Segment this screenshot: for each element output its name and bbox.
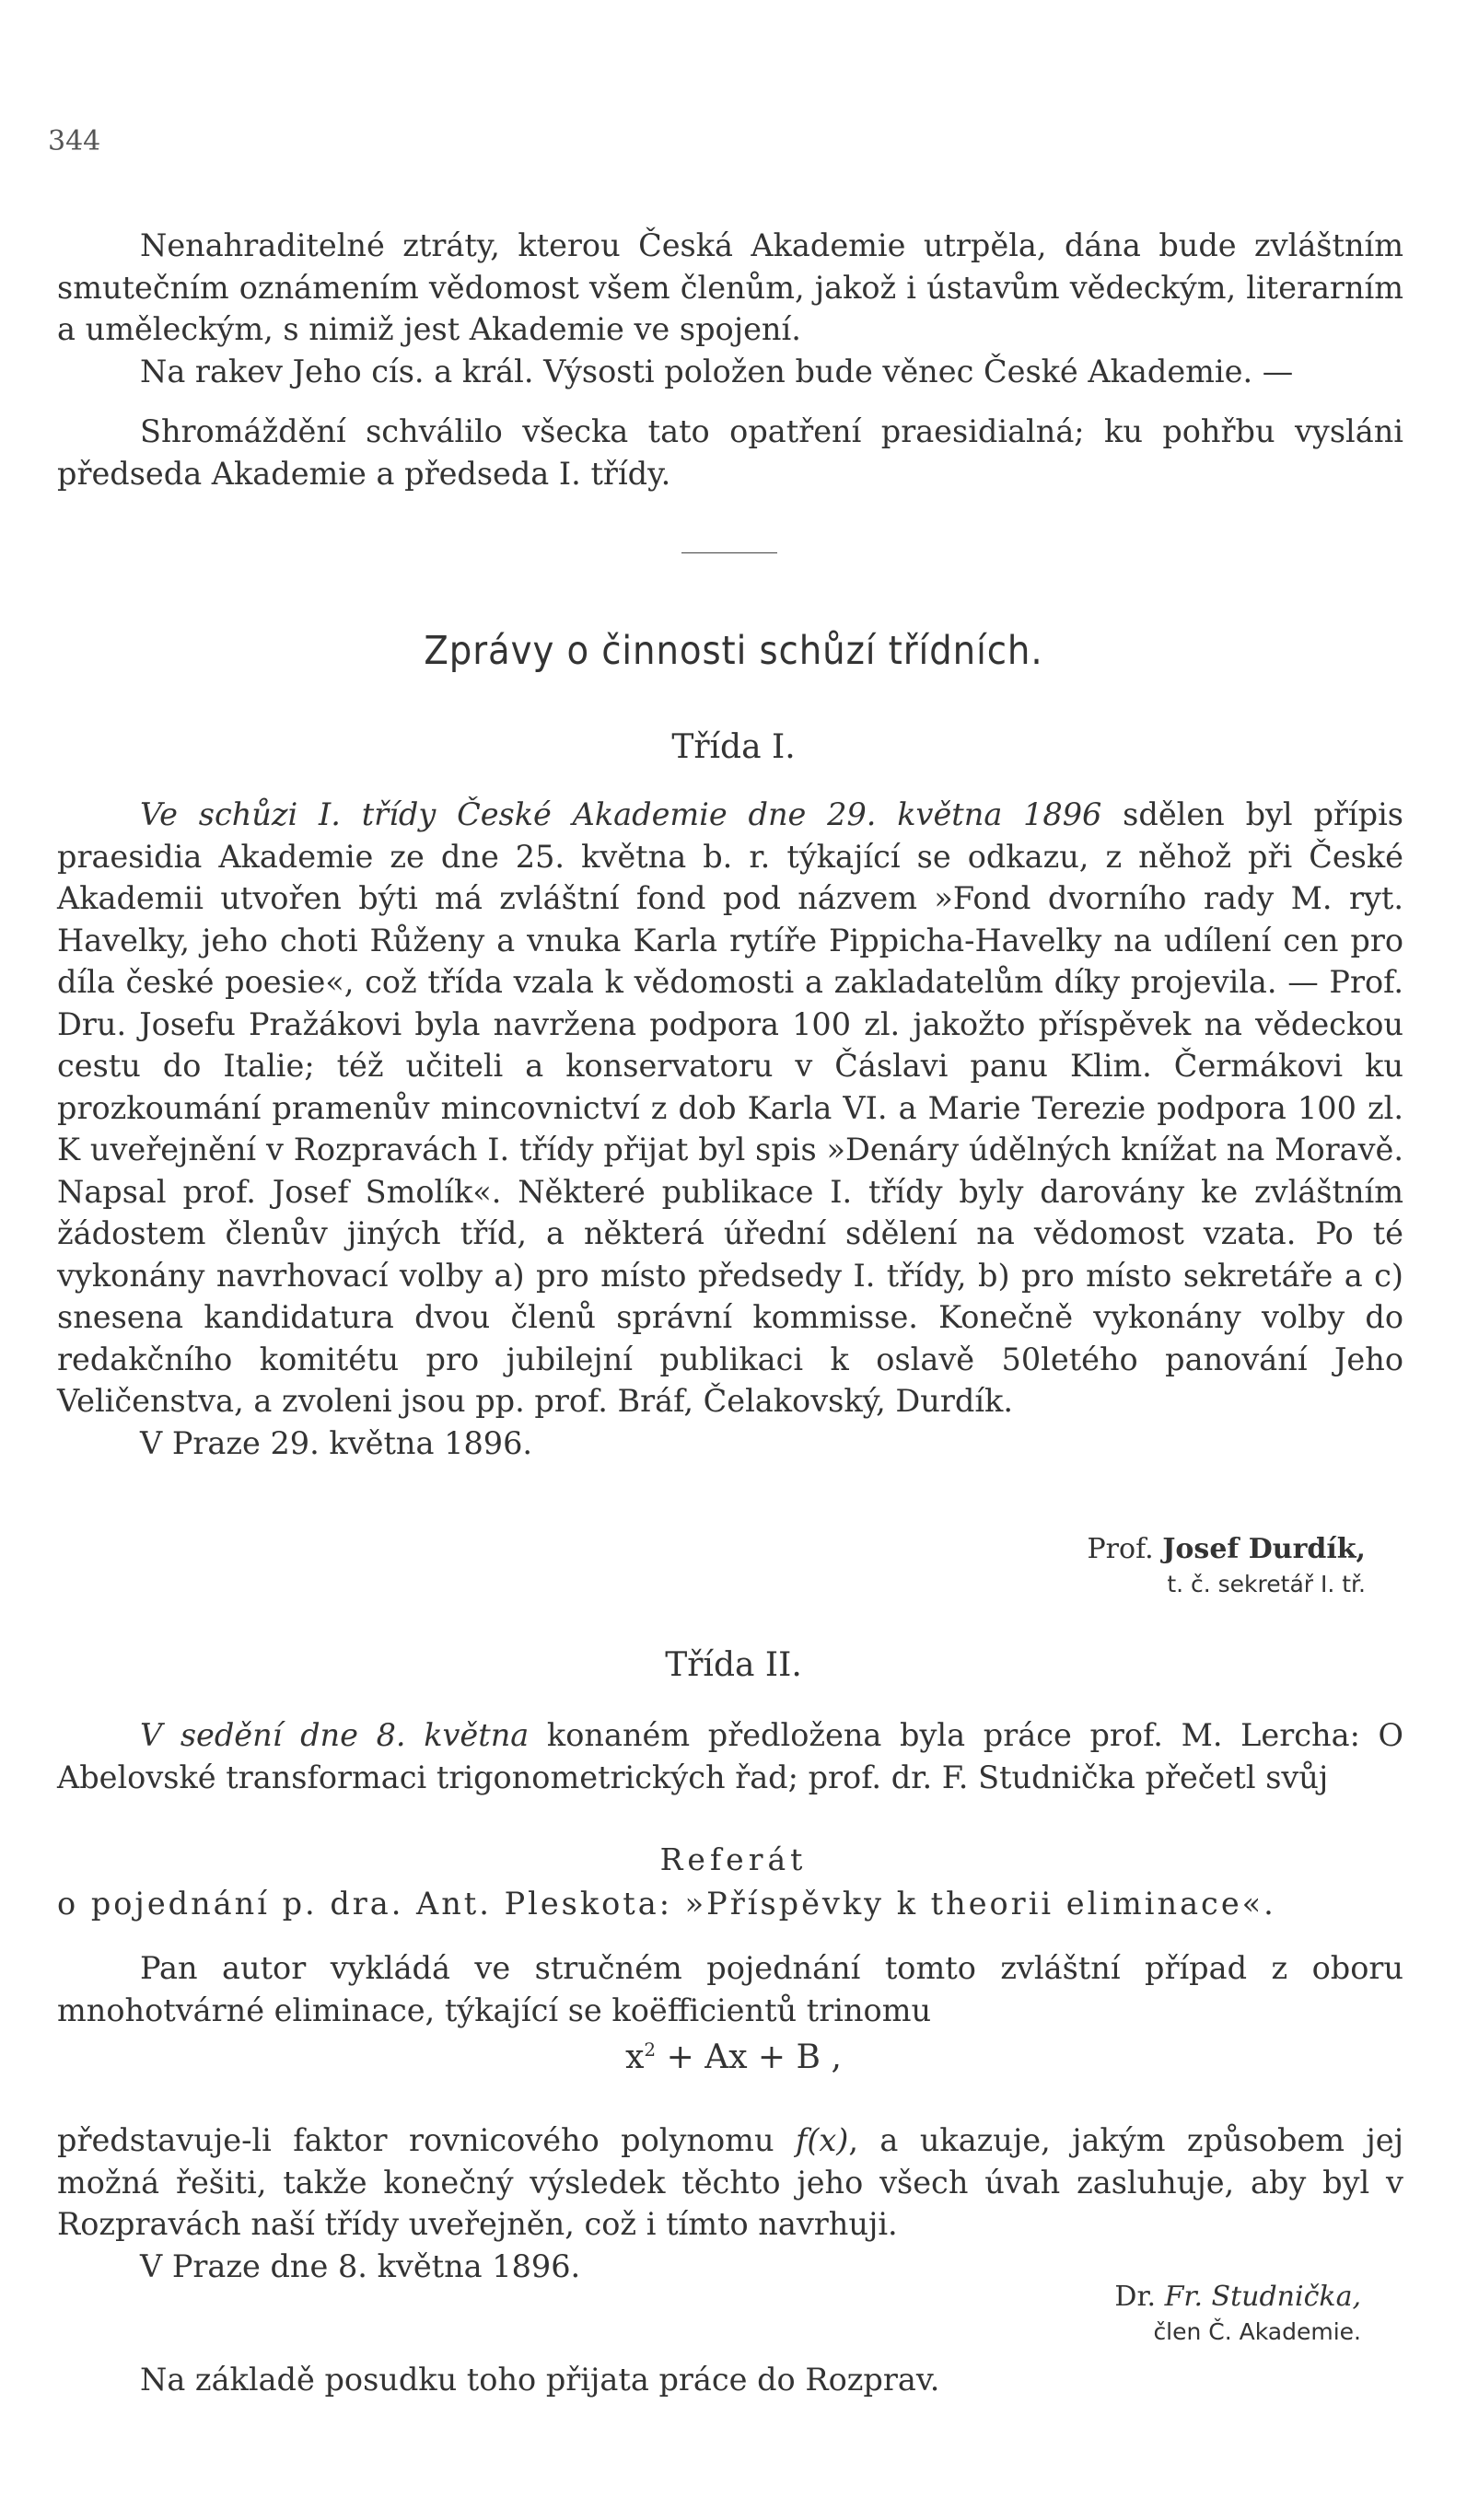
eq-x: x: [625, 2038, 645, 2076]
polynomial-symbol: f(x): [795, 2122, 849, 2158]
referat-paragraph-b: [57, 2119, 1403, 2246]
intro-block-2: [57, 411, 1403, 494]
trida-1-date: V Praze 29. května 1896.: [140, 1424, 533, 1461]
intro-paragraph-1: Nenahraditelné ztráty, kterou Česká Akademie utrpěla, dána bude zvláštním smutečním oznámením vědomost všem členům, jakož i ústavům vědeckým, literarním a uměleckým, s nimiž jest Akademie ve spojení.: [57, 227, 1403, 347]
eq-exponent: 2: [644, 2038, 657, 2061]
trida-1-title: Třída I.: [671, 728, 796, 766]
trida-2-sig-name: Fr. Studnička,: [1164, 2281, 1361, 2313]
trida-1-paragraph: [57, 794, 1403, 1423]
intro-paragraph-3: Shromáždění schválilo všecka tato opatření praesidialná; ku pohřbu vysláni předseda Akademie a předseda I. třídy.: [57, 413, 1403, 492]
trida-1-sig-name: Josef Durdík,: [1162, 1533, 1366, 1565]
section-divider: [681, 552, 777, 553]
trida-1-signature: [1088, 1532, 1367, 1602]
para-b-part-2: , a ukazuje, jakým způsobem jej možná řešiti, takže konečný výsledek těchto jeho všech úvah zasluhuje, aby byl v Rozpravách naší třídy uveřejněn, což i tímto navrhuji.: [57, 2122, 1403, 2242]
trida-1-sig-role: t. č. sekretář I. tř.: [1167, 1571, 1366, 1597]
trida-1-report: [57, 794, 1403, 1464]
intro-block: [57, 225, 1403, 392]
trida-2-paragraph: [57, 1714, 1403, 1798]
trida-2-lead: V sedění dne 8. května: [140, 1717, 530, 1753]
trida-2-sig-prefix: Dr.: [1114, 2281, 1157, 2313]
section-heading: Zprávy o činnosti schůzí třídních.: [424, 628, 1043, 674]
trida-2-lead-rest: konaném předložena byla práce prof. M. Lercha: O Abelovské transformaci trigonometrických řad; prof. dr. F. Studnička přečetl svůj: [57, 1717, 1403, 1795]
referat-body-2: [57, 2119, 1403, 2287]
referat-block: [57, 1883, 1403, 1925]
referat-line: o pojednání p. dra. Ant. Pleskota: »Příspěvky k theorii eliminace«.: [57, 1886, 1276, 1922]
trida-1-sig-prefix: Prof.: [1087, 1533, 1154, 1565]
trida-1-body: sdělen byl přípis praesidia Akademie ze dne 25. května b. r. týkající se odkazu, z něhož při České Akademii utvořen býti má zvláštní fond pod názvem »Fond dvorního rady M. ryt. Havelky, jeho choti Růženy a vnuka Karla rytíře Pippicha-Havelky na udílení cen pro díla české poesie«, což třída vzala k vědomosti a zakladatelům díky projevila. — Prof. Dru. Josefu Pražákovi byla navržena podpora 100 zl. jakožto příspěvek na vědeckou cestu do Italie; též učiteli a konservatoru v Čáslavi panu Klim. Čermákovi ku prozkoumání pramenův mincovnictví z dob Karla VI. a Marie Terezie podpora 100 zl. K uveřejnění v Rozpravách I. třídy přijat byl spis »Denáry údělných knížat na Moravě. Napsal prof. Josef Smolík«. Některé publikace I. třídy byly darovány ke zvláštním žádostem členův jiných tříd, a některá úřední sdělení na vědomost vzata. Po té vykonány navrhovací volby a) pro místo předsedy I. třídy, b) pro místo sekretáře a c) snesena kandidatura dvou členů správní kommisse. Konečně vykonány volby do redakčního komitétu pro jubilejní publikaci k oslavě 50letého panování Jeho Veličenstva, a zvoleni jsou pp. prof. Bráf, Čelakovský, Durdík.: [57, 796, 1403, 1419]
intro-paragraph-2: Na rakev Jeho cís. a král. Výsosti položen bude věnec České Akademie. —: [140, 353, 1294, 389]
closing-block: [57, 2359, 1403, 2401]
trida-2-title: Třída II.: [665, 1646, 802, 1684]
trinomial-equation: [0, 2038, 1467, 2076]
trida-1-lead: Ve schůzi I. třídy České Akademie dne 29. května 1896: [140, 796, 1102, 832]
closing-line: Na základě posudku toho přijata práce do Rozprav.: [140, 2362, 940, 2398]
trida-2-date: V Praze dne 8. května 1896.: [140, 2247, 581, 2284]
para-b-part-1: představuje-li faktor rovnicového polynomu: [57, 2122, 796, 2158]
trida-2-intro: [57, 1714, 1403, 1798]
referat-body-1: [57, 1947, 1403, 2031]
trida-2-sig-role: člen Č. Akademie.: [1153, 2318, 1361, 2345]
referat-heading: Referát: [659, 1841, 808, 1877]
referat-paragraph-a: Pan autor vykládá ve stručném pojednání tomto zvláštní případ z oboru mnohotvárné eliminace, týkající se koëfficientů trinomu: [57, 1950, 1403, 2028]
eq-rest: + Ax + B ,: [656, 2038, 842, 2076]
trida-2-signature: [1114, 2280, 1361, 2350]
page-number: 344: [48, 125, 101, 157]
